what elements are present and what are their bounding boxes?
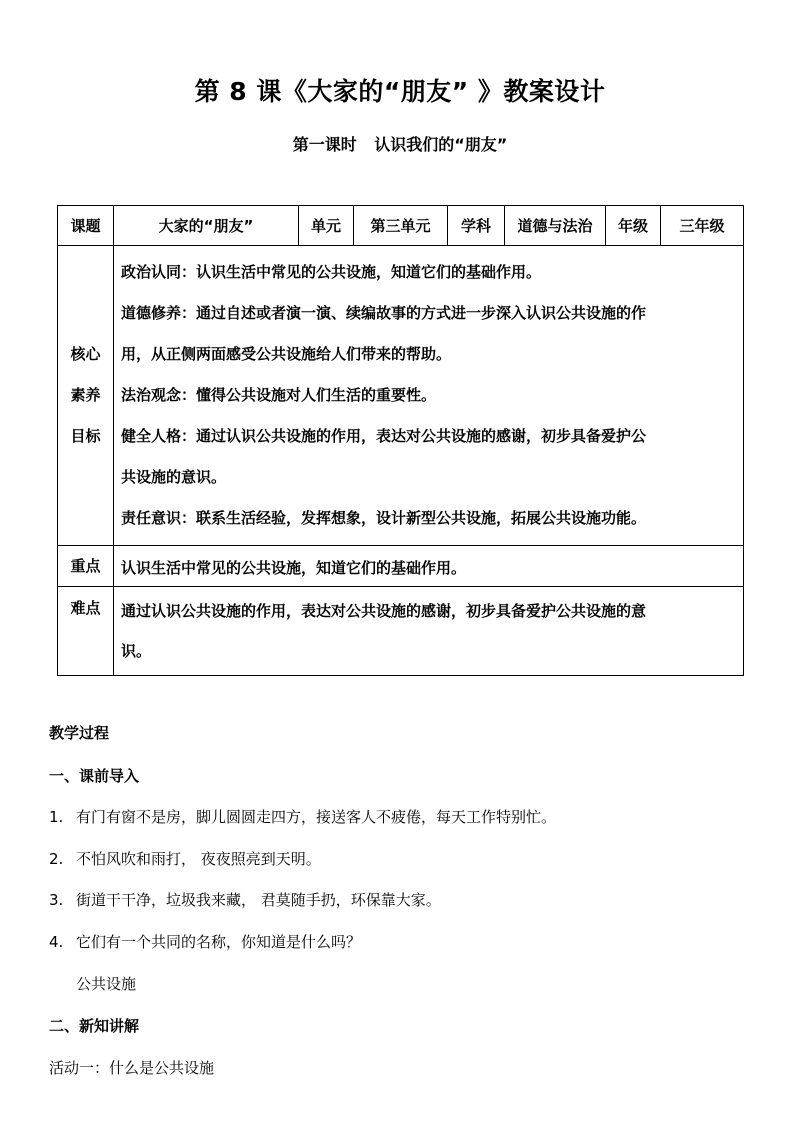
teaching-process-heading: 教学过程 <box>49 724 110 742</box>
list-item-number: 3. <box>49 891 64 909</box>
core-label-line: 素养 <box>70 386 101 404</box>
document-subtitle: 第一课时 认识我们的“朋友” <box>292 135 508 154</box>
list-item <box>49 931 361 952</box>
list-item-number: 4. <box>49 933 64 951</box>
core-goal-line: 政治认同：认识生活中常见的公共设施，知道它们的基础作用。 <box>121 263 542 281</box>
core-goal-line: 道德修养：通过自述或者演一演、续编故事的方式进一步深入认识公共设施的作 <box>121 304 647 322</box>
core-goals-content <box>114 246 744 546</box>
core-label-line: 目标 <box>70 427 101 445</box>
lesson-info-table <box>57 205 744 676</box>
list-item-text: 不怕风吹和雨打， 夜夜照亮到天明。 <box>76 850 321 868</box>
list-item-text: 街道干干净，垃圾我来藏， 君莫随手扔，环保靠大家。 <box>76 891 441 909</box>
grade-value: 三年级 <box>661 206 744 246</box>
list-item <box>49 806 556 827</box>
core-goal-line: 健全人格：通过认识公共设施的作用，表达对公共设施的感谢，初步具备爱护公 <box>121 427 647 445</box>
unit-value: 第三单元 <box>354 206 448 246</box>
core-goals-label <box>58 246 114 546</box>
list-item <box>49 848 321 869</box>
list-item-text: 有门有窗不是房，脚儿圆圆走四方，接送客人不疲倦，每天工作特别忙。 <box>76 808 557 826</box>
subject-value: 道德与法治 <box>505 206 606 246</box>
core-goal-line: 责任意识：联系生活经验，发挥想象，设计新型公共设施，拓展公共设施功能。 <box>121 509 647 527</box>
list-item <box>49 889 441 910</box>
core-goal-line: 共设施的意识。 <box>121 468 227 486</box>
difficulty-line: 识。 <box>121 642 152 660</box>
difficulty-label: 难点 <box>58 587 114 676</box>
difficulty-row <box>58 587 744 676</box>
core-label-line: 核心 <box>70 345 101 363</box>
core-goals-row <box>58 246 744 546</box>
topic-label: 课题 <box>58 206 114 246</box>
core-goal-line: 用，从正侧两面感受公共设施给人们带来的帮助。 <box>121 345 452 363</box>
core-goal-line: 法治观念：懂得公共设施对人们生活的重要性。 <box>121 386 437 404</box>
list-item-number: 1. <box>49 808 64 826</box>
list-item-text: 它们有一个共同的名称，你知道是什么吗？ <box>76 933 362 951</box>
key-point-text: 认识生活中常见的公共设施，知道它们的基础作用。 <box>114 546 744 587</box>
table-header-row <box>58 206 744 246</box>
list-item-number: 2. <box>49 850 64 868</box>
subject-label: 学科 <box>448 206 505 246</box>
section-new-knowledge-heading: 二、新知讲解 <box>49 1017 140 1035</box>
grade-label: 年级 <box>606 206 661 246</box>
key-point-row <box>58 546 744 587</box>
topic-value: 大家的“朋友” <box>114 206 299 246</box>
answer-text: 公共设施 <box>76 975 137 993</box>
activity-one-title: 活动一：什么是公共设施 <box>49 1059 215 1077</box>
key-point-label: 重点 <box>58 546 114 587</box>
difficulty-line: 通过认识公共设施的作用，表达对公共设施的感谢，初步具备爱护公共设施的意 <box>121 602 647 620</box>
unit-label: 单元 <box>299 206 354 246</box>
difficulty-content <box>114 587 744 676</box>
document-title: 第 8 课《大家的“朋友” 》教案设计 <box>194 77 606 106</box>
section-intro-heading: 一、课前导入 <box>49 767 140 785</box>
